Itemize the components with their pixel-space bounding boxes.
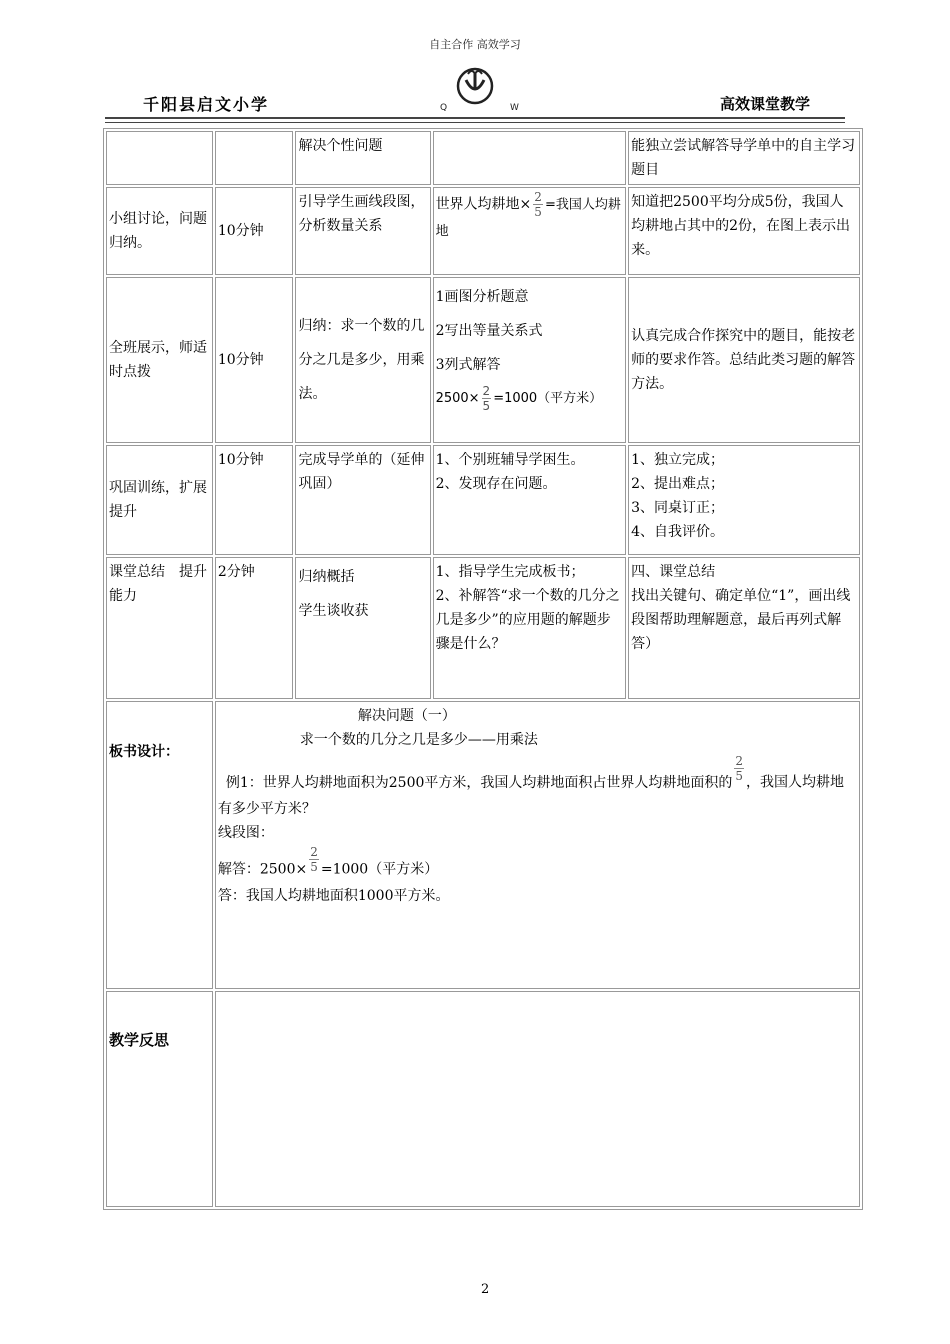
calc-line (436, 382, 624, 416)
table-row (106, 445, 860, 555)
stage-cell: 小组讨论，问题归纳。 (106, 187, 213, 275)
solution-text: 解答：2500× (217, 861, 308, 878)
stage-cell (106, 131, 213, 185)
fraction-numerator: 2 (735, 754, 744, 768)
calc-text: =1000（平方米） (493, 391, 603, 406)
content-cell (433, 445, 627, 555)
board-design-cell (215, 701, 860, 989)
student-cell (628, 557, 860, 699)
lesson-plan-table (103, 128, 863, 1210)
summary-text: 找出关键句、确定单位“1”，画出线段图帮助理解题意，最后再列式解答） (631, 588, 851, 652)
logo-letter-q: Q (440, 103, 448, 113)
teacher-cell: 引导学生画线段图，分析数量关系 (295, 187, 430, 275)
time-cell: 10分钟 (215, 445, 294, 555)
time-cell: 10分钟 (215, 187, 294, 275)
table-row (106, 991, 860, 1207)
page-header (0, 0, 950, 125)
content-text: =我国人均耕地 (435, 197, 621, 239)
board-example (217, 754, 857, 821)
reflection-cell (215, 991, 860, 1207)
fraction-numerator: 2 (482, 384, 491, 398)
list-item: 3、同桌订正； (631, 500, 725, 516)
list-item: 2、补解答“求一个数的几分之几是多少”的应用题的解题步骤是什么？ (435, 588, 620, 652)
fraction-denominator: 5 (310, 860, 318, 874)
fraction-numerator: 2 (310, 845, 318, 859)
fraction (482, 384, 492, 413)
fraction (309, 845, 319, 874)
calc-text: 2500× (435, 391, 480, 406)
board-label (106, 701, 213, 989)
header-rule (105, 117, 845, 123)
page-number: 2 (481, 1282, 490, 1297)
student-cell (628, 445, 860, 555)
board-answer: 答：我国人均耕地面积1000平方米。 (217, 888, 450, 904)
solution-text: =1000（平方米） (320, 861, 439, 878)
example-text: 例1：世界人均耕地面积为2500平方米，我国人均耕地面积占世界人均耕地面积的 (225, 774, 733, 791)
content-cell (433, 187, 627, 275)
board-title: 解决问题（一） (357, 708, 456, 724)
list-item: 归纳概括 (298, 569, 355, 585)
board-solution (217, 845, 857, 884)
teacher-cell: 归纳：求一个数的几分之几是多少，用乘法。 (295, 277, 430, 443)
list-item: 2、发现存在问题。 (435, 476, 557, 492)
fraction (533, 190, 543, 219)
stage-cell: 全班展示，师适时点拨 (106, 277, 213, 443)
content-text: 世界人均耕地× (435, 196, 532, 213)
fraction-denominator: 5 (534, 205, 542, 219)
reflection-label-text: 教学反思 (109, 1031, 170, 1049)
list-item: 1、独立完成； (631, 452, 725, 468)
fraction-denominator: 5 (482, 399, 491, 413)
list-item: 1、个别班辅导学困生。 (435, 452, 585, 468)
step-item: 2写出等量关系式 (435, 323, 543, 339)
content-cell (433, 131, 627, 185)
table-row (106, 187, 860, 275)
reflection-label (106, 991, 213, 1207)
board-subtitle: 求一个数的几分之几是多少——用乘法 (299, 732, 538, 748)
time-cell: 10分钟 (215, 277, 294, 443)
example-text: ，我国人均耕地有多少平方米？ (217, 774, 845, 817)
teacher-cell: 解决个性问题 (295, 131, 430, 185)
summary-title: 四、课堂总结 (631, 564, 716, 580)
content-cell (433, 557, 627, 699)
teacher-cell (295, 557, 430, 699)
table-row (106, 701, 860, 989)
student-cell: 能独立尝试解答导学单中的自主学习题目 (628, 131, 860, 185)
list-item: 2、提出难点； (631, 476, 725, 492)
list-item: 4、自我评价。 (631, 524, 725, 540)
time-cell: 2分钟 (215, 557, 294, 699)
list-item: 学生谈收获 (298, 603, 369, 619)
school-logo-icon (420, 28, 530, 120)
student-cell: 知道把2500平均分成5份，我国人均耕地占其中的2份，在图上表示出来。 (628, 187, 860, 275)
step-item: 1画图分析题意 (435, 289, 529, 305)
table-row (106, 131, 860, 185)
stage-cell: 巩固训练，扩展提升 (106, 445, 213, 555)
fraction-numerator: 2 (534, 190, 542, 204)
table-row (106, 557, 860, 699)
student-cell: 认真完成合作探究中的题目，能按老师的要求作答。总结此类习题的解答方法。 (628, 277, 860, 443)
step-item: 3列式解答 (435, 357, 501, 373)
table-row (106, 277, 860, 443)
fraction-denominator: 5 (735, 769, 744, 783)
time-cell (215, 131, 294, 185)
logo-text: 自主合作 高效学习 (429, 38, 521, 51)
diagram-label: 线段图： (217, 825, 274, 841)
school-name: 千阳县启文小学 (143, 95, 270, 114)
teacher-cell: 完成导学单的（延伸巩固） (295, 445, 430, 555)
stage-cell: 课堂总结 提升能力 (106, 557, 213, 699)
brand-name: 高效课堂教学 (720, 95, 811, 113)
fraction (734, 754, 744, 783)
logo-letter-w: W (510, 103, 519, 113)
board-label-text: 板书设计： (109, 744, 179, 760)
content-cell (433, 277, 627, 443)
list-item: 1、指导学生完成板书； (435, 564, 585, 580)
